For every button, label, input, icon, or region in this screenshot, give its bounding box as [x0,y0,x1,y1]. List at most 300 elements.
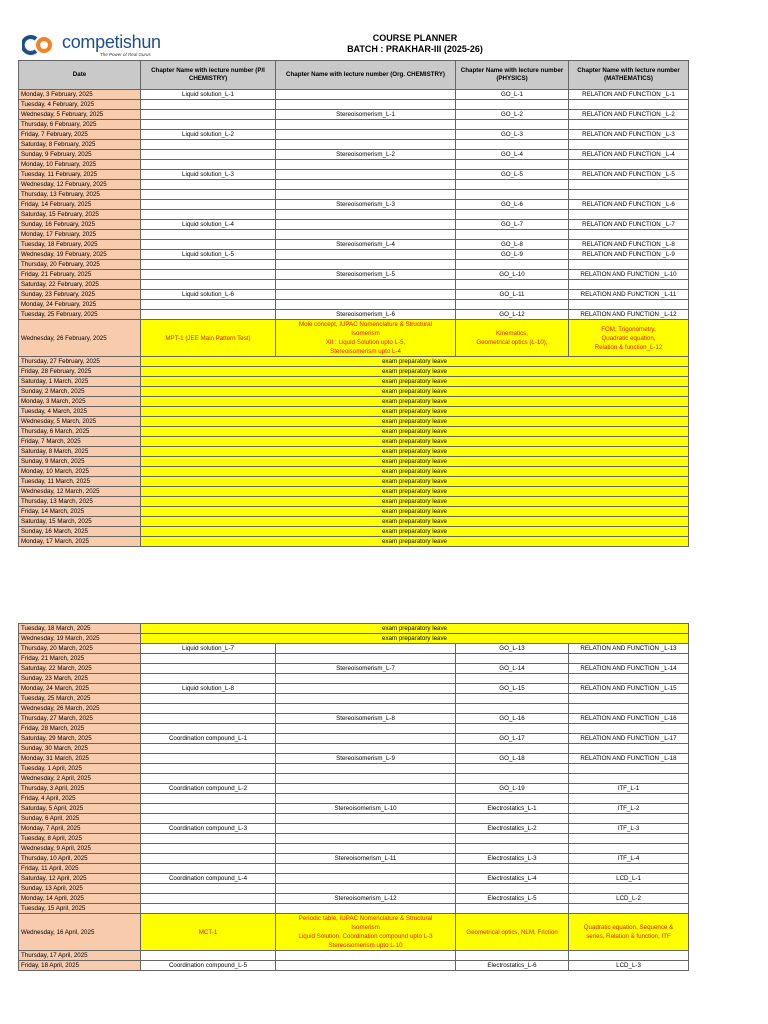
exam-leave-cell: exam preparatory leave [141,367,689,377]
pi-chemistry-cell [141,280,276,290]
pi-chemistry-cell [141,794,276,804]
mathematics-cell: RELATION AND FUNCTION _L-16 [569,714,689,724]
table-row [19,864,689,874]
pi-chemistry-cell: Liquid solution_L-3 [141,170,276,180]
table-row [19,804,689,814]
date-cell: Thursday, 10 April, 2025 [19,854,141,864]
exam-leave-cell: exam preparatory leave [141,537,689,547]
org-chemistry-cell: Stereoisomerism_L-2 [276,150,456,160]
table-row [19,280,689,290]
mathematics-cell [569,160,689,170]
date-cell: Thursday, 20 March, 2025 [19,644,141,654]
pi-chemistry-cell [141,140,276,150]
pi-chemistry-cell: Liquid solution_L-5 [141,250,276,260]
mathematics-cell [569,180,689,190]
date-cell: Monday, 24 February, 2025 [19,300,141,310]
org-chemistry-cell [276,764,456,774]
leave-row [19,537,689,547]
date-cell: Friday, 28 February, 2025 [19,367,141,377]
org-chemistry-test-cell-line: Stereoisomerism upto L-4 [330,348,401,355]
date-cell: Friday, 4 April, 2025 [19,794,141,804]
mathematics-cell [569,230,689,240]
date-cell: Sunday, 13 April, 2025 [19,884,141,894]
table-row [19,764,689,774]
date-cell: Friday, 21 February, 2025 [19,270,141,280]
mathematics-cell: RELATION AND FUNCTION _L-17 [569,734,689,744]
physics-cell [456,280,569,290]
date-cell: Monday, 14 April, 2025 [19,894,141,904]
date-cell: Thursday, 17 April, 2025 [19,951,141,961]
column-header-physics: Chapter Name with lecture number (PHYSICS) [456,61,569,90]
physics-cell: GO_L-9 [456,250,569,260]
pi-chemistry-cell [141,270,276,280]
mathematics-cell [569,704,689,714]
exam-leave-cell: exam preparatory leave [141,357,689,367]
pi-chemistry-cell [141,180,276,190]
date-cell: Wednesday, 26 March, 2025 [19,704,141,714]
date-cell: Wednesday, 5 March, 2025 [19,417,141,427]
pi-chemistry-cell [141,200,276,210]
leave-row [19,487,689,497]
physics-cell: GO_L-6 [456,200,569,210]
brand-mark-icon [22,34,58,56]
date-cell: Friday, 11 April, 2025 [19,864,141,874]
pi-chemistry-cell [141,674,276,684]
physics-cell: GO_L-7 [456,220,569,230]
leave-row [19,407,689,417]
leave-row [19,447,689,457]
table-row [19,90,689,100]
date-cell: Thursday, 6 March, 2025 [19,427,141,437]
org-chemistry-test-cell-line: XII : Liquid Solution upto L-5, [325,339,406,346]
org-chemistry-test-cell [276,320,456,357]
org-chemistry-cell [276,744,456,754]
org-chemistry-cell [276,674,456,684]
leave-row [19,634,689,644]
date-cell: Tuesday, 4 February, 2025 [19,100,141,110]
physics-cell [456,951,569,961]
leave-row [19,517,689,527]
mathematics-cell: LCD_L-2 [569,894,689,904]
date-cell: Saturday, 15 February, 2025 [19,210,141,220]
mathematics-cell: LCD_L-1 [569,874,689,884]
pi-chemistry-cell [141,694,276,704]
exam-leave-cell: exam preparatory leave [141,447,689,457]
date-cell: Monday, 7 April, 2025 [19,824,141,834]
pi-chemistry-cell [141,230,276,240]
mathematics-cell [569,794,689,804]
mathematics-cell [569,300,689,310]
pi-chemistry-cell [141,260,276,270]
table-header-row [19,61,689,90]
date-cell: Thursday, 13 March, 2025 [19,497,141,507]
org-chemistry-cell [276,784,456,794]
column-header-org-chemistry: Chapter Name with lecture number (Org. CHEMISTRY) [276,61,456,90]
org-chemistry-cell: Stereoisomerism_L-3 [276,200,456,210]
pi-chemistry-cell: Liquid solution_L-8 [141,684,276,694]
org-chemistry-test-cell-line: Periodic table, IUPAC Nomenclature & Structural [298,915,433,922]
pi-chemistry-cell: Liquid solution_L-4 [141,220,276,230]
org-chemistry-cell: Stereoisomerism_L-8 [276,714,456,724]
physics-cell [456,260,569,270]
physics-cell [456,744,569,754]
mathematics-cell [569,654,689,664]
date-cell: Wednesday, 9 April, 2025 [19,844,141,854]
mathematics-cell: RELATION AND FUNCTION _L-6 [569,200,689,210]
org-chemistry-test-cell [276,914,456,951]
physics-cell [456,704,569,714]
org-chemistry-test-cell-line: Mole concept, IUPAC Nomenclature & Structural [299,321,432,328]
mathematics-cell [569,120,689,130]
brand-logo [22,32,172,60]
table-row [19,674,689,684]
mathematics-cell [569,744,689,754]
mathematics-cell: RELATION AND FUNCTION _L-8 [569,240,689,250]
date-cell: Saturday, 29 March, 2025 [19,734,141,744]
pi-chemistry-cell [141,704,276,714]
mathematics-cell: RELATION AND FUNCTION _L-7 [569,220,689,230]
exam-leave-cell: exam preparatory leave [141,467,689,477]
org-chemistry-cell [276,220,456,230]
date-cell: Sunday, 9 February, 2025 [19,150,141,160]
leave-row [19,427,689,437]
physics-cell: GO_L-8 [456,240,569,250]
org-chemistry-cell [276,684,456,694]
pi-chemistry-cell [141,844,276,854]
date-cell: Saturday, 12 April, 2025 [19,874,141,884]
mathematics-cell [569,774,689,784]
date-cell: Monday, 3 March, 2025 [19,397,141,407]
mathematics-cell [569,674,689,684]
org-chemistry-cell [276,961,456,971]
mathematics-cell: RELATION AND FUNCTION _L-14 [569,664,689,674]
physics-cell: GO_L-11 [456,290,569,300]
date-cell: Friday, 14 March, 2025 [19,507,141,517]
date-cell: Tuesday, 11 February, 2025 [19,170,141,180]
date-cell: Wednesday, 12 March, 2025 [19,487,141,497]
date-cell: Monday, 17 March, 2025 [19,537,141,547]
leave-row [19,457,689,467]
mathematics-cell [569,834,689,844]
org-chemistry-cell [276,724,456,734]
table-row [19,894,689,904]
date-cell: Thursday, 27 February, 2025 [19,357,141,367]
physics-cell [456,844,569,854]
date-cell: Wednesday, 19 March, 2025 [19,634,141,644]
table-row [19,310,689,320]
planner-table-part-2 [18,623,689,971]
exam-leave-cell: exam preparatory leave [141,487,689,497]
table-row [19,220,689,230]
physics-test-cell [456,320,569,357]
date-cell: Sunday, 30 March, 2025 [19,744,141,754]
physics-cell: GO_L-15 [456,684,569,694]
pi-chemistry-cell: Coordination compound_L-2 [141,784,276,794]
table-row [19,704,689,714]
org-chemistry-cell [276,210,456,220]
pi-chemistry-cell [141,754,276,764]
physics-cell: Electrostatics_L-2 [456,824,569,834]
physics-cell: Electrostatics_L-4 [456,874,569,884]
exam-leave-cell: exam preparatory leave [141,427,689,437]
pi-chemistry-cell [141,210,276,220]
date-cell: Monday, 10 March, 2025 [19,467,141,477]
table-row [19,270,689,280]
org-chemistry-cell: Stereoisomerism_L-9 [276,754,456,764]
physics-cell [456,724,569,734]
physics-cell [456,814,569,824]
org-chemistry-cell [276,170,456,180]
pi-chemistry-cell: Liquid solution_L-7 [141,644,276,654]
org-chemistry-cell: Stereoisomerism_L-12 [276,894,456,904]
physics-test-cell-line: Geometrical optics (L-10), [476,339,548,346]
pi-chemistry-cell [141,664,276,674]
date-cell: Saturday, 1 March, 2025 [19,377,141,387]
date-cell: Monday, 10 February, 2025 [19,160,141,170]
physics-cell: GO_L-13 [456,644,569,654]
table-row [19,230,689,240]
date-cell: Saturday, 22 March, 2025 [19,664,141,674]
date-cell: Saturday, 8 February, 2025 [19,140,141,150]
physics-cell: Electrostatics_L-5 [456,894,569,904]
date-cell: Thursday, 20 February, 2025 [19,260,141,270]
table-row [19,794,689,804]
mathematics-cell: ITF_L-1 [569,784,689,794]
org-chemistry-cell [276,824,456,834]
date-cell: Wednesday, 26 February, 2025 [19,320,141,357]
physics-cell [456,190,569,200]
physics-test-cell-line: Kinematics, [496,330,528,337]
pi-chemistry-cell [141,100,276,110]
table-row [19,754,689,764]
mathematics-test-cell-line: Quadratic equation, [601,334,656,342]
column-header-pi-chemistry: Chapter Name with lecture number (P/I CHEMISTRY) [141,61,276,90]
org-chemistry-cell [276,704,456,714]
pi-chemistry-cell [141,190,276,200]
pi-chemistry-cell [141,654,276,664]
mathematics-cell: RELATION AND FUNCTION _L-9 [569,250,689,260]
mathematics-cell [569,951,689,961]
pi-chemistry-cell [141,814,276,824]
brand-tagline: The Power of Real Gurus [100,52,151,57]
pi-chemistry-cell [141,240,276,250]
exam-leave-cell: exam preparatory leave [141,397,689,407]
pi-chemistry-cell: Liquid solution_L-2 [141,130,276,140]
date-cell: Sunday, 16 February, 2025 [19,220,141,230]
org-chemistry-test-cell-line: Stereoisomerism upto L-10 [328,942,403,949]
org-chemistry-cell [276,794,456,804]
table-row [19,824,689,834]
org-chemistry-cell [276,290,456,300]
date-cell: Tuesday, 25 March, 2025 [19,694,141,704]
table-row [19,654,689,664]
pi-chemistry-cell [141,160,276,170]
physics-cell [456,864,569,874]
exam-leave-cell: exam preparatory leave [141,407,689,417]
leave-row [19,527,689,537]
org-chemistry-cell: Stereoisomerism_L-4 [276,240,456,250]
mathematics-cell: RELATION AND FUNCTION _L-15 [569,684,689,694]
date-cell: Tuesday, 1 April, 2025 [19,764,141,774]
date-cell: Wednesday, 2 April, 2025 [19,774,141,784]
date-cell: Tuesday, 25 February, 2025 [19,310,141,320]
date-cell: Sunday, 16 March, 2025 [19,527,141,537]
physics-cell: GO_L-4 [456,150,569,160]
pi-chemistry-test-cell: MCT-1 [141,914,276,951]
org-chemistry-test-cell-line: Isomerism [351,924,380,931]
org-chemistry-cell [276,694,456,704]
leave-row [19,377,689,387]
exam-leave-cell: exam preparatory leave [141,517,689,527]
pi-chemistry-cell [141,714,276,724]
physics-cell: Electrostatics_L-1 [456,804,569,814]
mathematics-test-cell [569,320,689,357]
physics-test-cell-line: Geometrical optics, NLM, Friction [466,928,558,936]
date-cell: Thursday, 27 March, 2025 [19,714,141,724]
org-chemistry-cell [276,644,456,654]
test-row [19,320,689,357]
planner-table-part-1 [18,60,689,547]
org-chemistry-cell [276,230,456,240]
pi-chemistry-cell [141,894,276,904]
physics-cell: GO_L-14 [456,664,569,674]
mathematics-cell: RELATION AND FUNCTION _L-5 [569,170,689,180]
physics-cell: GO_L-16 [456,714,569,724]
mathematics-cell [569,140,689,150]
mathematics-test-cell [569,914,689,951]
mathematics-cell: ITF_L-4 [569,854,689,864]
pi-chemistry-cell: Coordination compound_L-4 [141,874,276,884]
date-cell: Tuesday, 4 March, 2025 [19,407,141,417]
table-row [19,694,689,704]
physics-cell [456,120,569,130]
pi-chemistry-cell [141,904,276,914]
table-row [19,774,689,784]
date-cell: Saturday, 15 March, 2025 [19,517,141,527]
pi-chemistry-test-cell: MPT-1 (JEE Main Pattern Test) [141,320,276,357]
column-header-date: Date [19,61,141,90]
org-chemistry-test-cell-line: Isomerism [351,330,380,337]
org-chemistry-cell [276,100,456,110]
column-header-mathematics: Chapter Name with lecture number (MATHEMATICS) [569,61,689,90]
date-cell: Saturday, 22 February, 2025 [19,280,141,290]
physics-cell: Electrostatics_L-6 [456,961,569,971]
mathematics-cell: RELATION AND FUNCTION _L-18 [569,754,689,764]
exam-leave-cell: exam preparatory leave [141,457,689,467]
date-cell: Thursday, 6 February, 2025 [19,120,141,130]
physics-cell [456,904,569,914]
physics-cell: GO_L-17 [456,734,569,744]
leave-row [19,437,689,447]
mathematics-cell: RELATION AND FUNCTION _L-12 [569,310,689,320]
mathematics-cell [569,694,689,704]
mathematics-test-cell-line: Relation & function_L-12 [594,343,663,351]
physics-cell [456,230,569,240]
date-cell: Saturday, 5 April, 2025 [19,804,141,814]
leave-row [19,507,689,517]
mathematics-test-cell-line: Quadratic equation, Sequence & [583,924,674,931]
physics-cell [456,774,569,784]
table-row [19,951,689,961]
exam-leave-cell: exam preparatory leave [141,387,689,397]
mathematics-cell [569,260,689,270]
pi-chemistry-cell [141,764,276,774]
test-row [19,914,689,951]
exam-leave-cell: exam preparatory leave [141,417,689,427]
table-row [19,120,689,130]
pi-chemistry-cell [141,834,276,844]
mathematics-cell: RELATION AND FUNCTION _L-10 [569,270,689,280]
mathematics-cell [569,190,689,200]
table-row [19,250,689,260]
physics-cell: GO_L-3 [456,130,569,140]
org-chemistry-cell [276,260,456,270]
date-cell: Thursday, 13 February, 2025 [19,190,141,200]
org-chemistry-cell [276,844,456,854]
date-cell: Wednesday, 16 April, 2025 [19,914,141,951]
physics-cell [456,884,569,894]
exam-leave-cell: exam preparatory leave [141,624,689,634]
org-chemistry-cell [276,180,456,190]
date-cell: Friday, 21 March, 2025 [19,654,141,664]
leave-row [19,367,689,377]
table-row [19,724,689,734]
batch-title: BATCH : PRAKHAR-III (2025-26) [347,44,483,54]
org-chemistry-cell [276,190,456,200]
physics-cell: Electrostatics_L-3 [456,854,569,864]
mathematics-cell [569,280,689,290]
pi-chemistry-cell [141,150,276,160]
pi-chemistry-cell: Coordination compound_L-3 [141,824,276,834]
exam-leave-cell: exam preparatory leave [141,507,689,517]
org-chemistry-cell: Stereoisomerism_L-10 [276,804,456,814]
date-cell: Wednesday, 12 February, 2025 [19,180,141,190]
table-row [19,210,689,220]
table-row [19,884,689,894]
date-cell: Sunday, 9 March, 2025 [19,457,141,467]
mathematics-cell [569,814,689,824]
date-cell: Saturday, 8 March, 2025 [19,447,141,457]
mathematics-cell: RELATION AND FUNCTION _L-1 [569,90,689,100]
table-row [19,160,689,170]
org-chemistry-cell: Stereoisomerism_L-7 [276,664,456,674]
date-cell: Friday, 7 February, 2025 [19,130,141,140]
date-cell: Sunday, 6 April, 2025 [19,814,141,824]
pi-chemistry-cell [141,110,276,120]
org-chemistry-cell [276,864,456,874]
physics-cell: GO_L-2 [456,110,569,120]
org-chemistry-cell [276,814,456,824]
date-cell: Friday, 14 February, 2025 [19,200,141,210]
mathematics-cell: RELATION AND FUNCTION _L-13 [569,644,689,654]
org-chemistry-cell [276,300,456,310]
physics-cell [456,100,569,110]
mathematics-cell [569,884,689,894]
physics-cell: GO_L-12 [456,310,569,320]
org-chemistry-cell [276,250,456,260]
date-cell: Tuesday, 18 March, 2025 [19,624,141,634]
leave-row [19,497,689,507]
date-cell: Tuesday, 11 March, 2025 [19,477,141,487]
leave-row [19,467,689,477]
pi-chemistry-cell: Coordination compound_L-5 [141,961,276,971]
date-cell: Friday, 18 April, 2025 [19,961,141,971]
physics-cell [456,794,569,804]
table-row [19,110,689,120]
physics-test-cell [456,914,569,951]
physics-cell [456,300,569,310]
mathematics-test-cell-line: series, Relation & function, ITF [586,933,671,940]
